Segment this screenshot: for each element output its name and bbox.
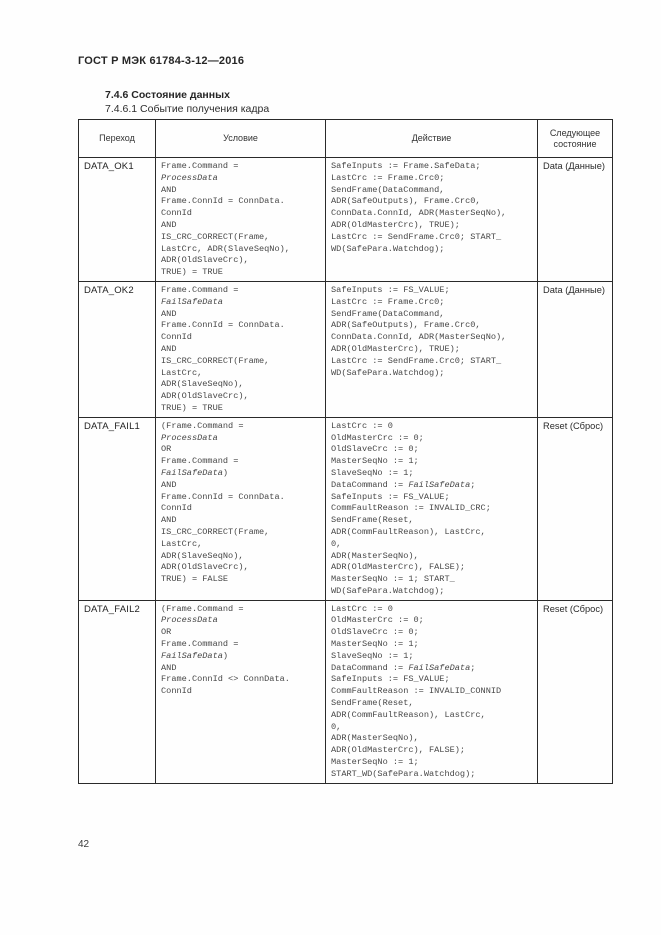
code-line: SafeInputs := FS_VALUE;: [331, 674, 450, 685]
code-line: ConnId: [161, 332, 192, 343]
code-line: CommFaultReason := INVALID_CONNID: [331, 686, 502, 697]
code-line: 0,: [331, 721, 342, 732]
code-line: LastCrc := 0: [331, 603, 393, 614]
action-cell: [326, 281, 538, 417]
code-line: LastCrc := 0: [331, 420, 393, 431]
code-line: Frame.Command =: [161, 284, 239, 295]
code-line: IS_CRC_CORRECT(Frame,: [161, 355, 270, 366]
next-state-cell: Data (Данные): [538, 158, 613, 282]
code-line: MasterSeqNo := 1; START_: [331, 574, 455, 585]
subsection-title: 7.4.6.1 Событие получения кадра: [105, 103, 270, 115]
condition-cell: [156, 417, 326, 600]
code-line: FailSafeData: [161, 296, 223, 307]
condition-cell: [156, 158, 326, 282]
code-line: TRUE) = TRUE: [161, 267, 223, 278]
code-line: OldMasterCrc := 0;: [331, 615, 424, 626]
code-line: SafeInputs := FS_VALUE;: [331, 491, 450, 502]
code-line: AND: [161, 515, 177, 526]
code-line: MasterSeqNo := 1;: [331, 757, 419, 768]
code-line: WD(SafePara.Watchdog);: [331, 367, 445, 378]
standard-number-header: ГОСТ Р МЭК 61784-3-12—2016: [78, 55, 245, 67]
code-line: ADR(OldSlaveCrc),: [161, 562, 249, 573]
code-line: SendFrame(DataCommand,: [331, 308, 445, 319]
code-line: MasterSeqNo := 1;: [331, 456, 419, 467]
transition-cell: DATA_OK2: [79, 281, 156, 417]
code-line: OR: [161, 444, 172, 455]
code-line: ADR(OldSlaveCrc),: [161, 391, 249, 402]
code-line: OldSlaveCrc := 0;: [331, 627, 419, 638]
code-line: SlaveSeqNo := 1;: [331, 650, 414, 661]
code-line: WD(SafePara.Watchdog);: [331, 585, 445, 596]
code-line: ADR(OldMasterCrc), TRUE);: [331, 343, 460, 354]
code-line: ADR(SafeOutputs), Frame.Crc0,: [331, 320, 481, 331]
code-line: ADR(MasterSeqNo),: [331, 550, 419, 561]
column-header-action: Действие: [326, 120, 538, 158]
code-line: AND: [161, 479, 177, 490]
code-line: Frame.Command =: [161, 639, 239, 650]
code-line: (Frame.Command =: [161, 420, 244, 431]
transition-cell: DATA_OK1: [79, 158, 156, 282]
table-row: [79, 158, 613, 282]
transition-cell: DATA_FAIL1: [79, 417, 156, 600]
code-line: DataCommand := FailSafeData;: [331, 662, 476, 673]
code-line: ConnId: [161, 686, 192, 697]
code-line: IS_CRC_CORRECT(Frame,: [161, 231, 270, 242]
next-state-cell: Reset (Сброс): [538, 417, 613, 600]
code-line: OR: [161, 627, 172, 638]
code-line: ADR(OldSlaveCrc),: [161, 255, 249, 266]
code-line: 0,: [331, 538, 342, 549]
code-line: Frame.Command =: [161, 161, 239, 171]
code-line: IS_CRC_CORRECT(Frame,: [161, 526, 270, 537]
code-line: SafeInputs := Frame.SafeData;: [331, 161, 481, 171]
code-line: ConnId: [161, 208, 192, 219]
code-line: ConnData.ConnId, ADR(MasterSeqNo),: [331, 208, 507, 219]
code-line: AND: [161, 343, 177, 354]
column-header-next-state: Следующее состояние: [538, 120, 613, 158]
section-title: 7.4.6 Состояние данных: [105, 89, 230, 101]
code-line: ProcessData: [161, 172, 218, 183]
table-row: [79, 281, 613, 417]
code-line: TRUE) = FALSE: [161, 574, 229, 585]
table-body: [79, 158, 613, 784]
state-transition-table: [78, 119, 613, 784]
code-line: LastCrc := Frame.Crc0;: [331, 296, 445, 307]
column-header-condition: Условие: [156, 120, 326, 158]
code-line: Frame.ConnId = ConnData.: [161, 491, 285, 502]
code-line: MasterSeqNo := 1;: [331, 639, 419, 650]
code-line: Frame.ConnId <> ConnData.: [161, 674, 290, 685]
code-line: ConnId: [161, 503, 192, 514]
code-line: SlaveSeqNo := 1;: [331, 467, 414, 478]
action-cell: [326, 600, 538, 783]
code-line: SafeInputs := FS_VALUE;: [331, 284, 450, 295]
action-cell: [326, 417, 538, 600]
code-line: ADR(CommFaultReason), LastCrc,: [331, 709, 486, 720]
code-line: (Frame.Command =: [161, 603, 244, 614]
code-line: Frame.ConnId = ConnData.: [161, 196, 285, 207]
code-line: Frame.Command =: [161, 456, 239, 467]
code-line: TRUE) = TRUE: [161, 402, 223, 413]
code-line: AND: [161, 662, 177, 673]
code-line: DataCommand := FailSafeData;: [331, 479, 476, 490]
code-line: Frame.ConnId = ConnData.: [161, 320, 285, 331]
code-line: ProcessData: [161, 615, 218, 626]
table-row: [79, 417, 613, 600]
code-line: LastCrc := SendFrame.Crc0; START_: [331, 231, 502, 242]
code-line: SendFrame(DataCommand,: [331, 184, 445, 195]
table-header-row: [79, 120, 613, 158]
code-line: LastCrc := Frame.Crc0;: [331, 172, 445, 183]
code-line: OldSlaveCrc := 0;: [331, 444, 419, 455]
code-line: ADR(OldMasterCrc), FALSE);: [331, 562, 466, 573]
code-line: ADR(MasterSeqNo),: [331, 733, 419, 744]
code-line: AND: [161, 184, 177, 195]
transition-cell: DATA_FAIL2: [79, 600, 156, 783]
code-line: ADR(CommFaultReason), LastCrc,: [331, 526, 486, 537]
code-line: WD(SafePara.Watchdog);: [331, 243, 445, 254]
code-line: LastCrc,: [161, 367, 203, 378]
condition-cell: [156, 600, 326, 783]
page-number: 42: [78, 839, 90, 850]
code-line: AND: [161, 308, 177, 319]
code-line: FailSafeData): [161, 650, 229, 661]
column-header-transition: Переход: [79, 120, 156, 158]
condition-cell: [156, 281, 326, 417]
code-line: ADR(OldMasterCrc), TRUE);: [331, 219, 460, 230]
next-state-cell: Data (Данные): [538, 281, 613, 417]
code-line: SendFrame(Reset,: [331, 698, 414, 709]
code-line: ADR(SlaveSeqNo),: [161, 550, 244, 561]
next-state-cell: Reset (Сброс): [538, 600, 613, 783]
code-line: ADR(SlaveSeqNo),: [161, 379, 244, 390]
code-line: LastCrc, ADR(SlaveSeqNo),: [161, 243, 290, 254]
code-line: START_WD(SafePara.Watchdog);: [331, 768, 476, 779]
code-line: LastCrc := SendFrame.Crc0; START_: [331, 355, 502, 366]
action-cell: [326, 158, 538, 282]
code-line: ADR(SafeOutputs), Frame.Crc0,: [331, 196, 481, 207]
code-line: CommFaultReason := INVALID_CRC;: [331, 503, 491, 514]
code-line: AND: [161, 219, 177, 230]
code-line: SendFrame(Reset,: [331, 515, 414, 526]
code-line: ConnData.ConnId, ADR(MasterSeqNo),: [331, 332, 507, 343]
code-line: LastCrc,: [161, 538, 203, 549]
table-row: [79, 600, 613, 783]
code-line: ADR(OldMasterCrc), FALSE);: [331, 745, 466, 756]
code-line: ProcessData: [161, 432, 218, 443]
code-line: FailSafeData): [161, 467, 229, 478]
code-line: OldMasterCrc := 0;: [331, 432, 424, 443]
